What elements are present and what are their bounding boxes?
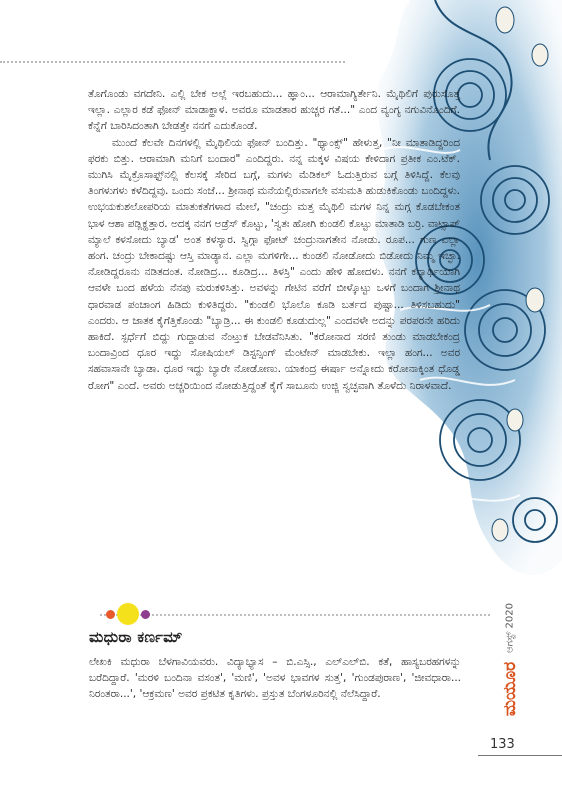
purple-dot-ornament <box>141 610 150 619</box>
author-name: ಮಧುರಾ ಕರ್ಣಮ್ <box>89 628 183 646</box>
page-number: 133 <box>490 737 515 752</box>
article-paragraph: ತೊಗೊಂಡು ವಗದೇನಿ. ಎಲ್ಲಿ ಬೇಕ ಅಲ್ಲೆ ಇರಬಹುದು... ಹ್ಞಾಂ... ಆರಾಮಾಗ್ಯಿರ್ತೇನಿ. ಮೈಥಿಲಿಗೆ ಪುರುಸೊತ್ತ ಇಲ್ಲಾ. ಎಲ್ಲಾರ ಕಡೆ ಫೋನ್ ಮಾಡಾಕ್ಹಾಳ. ಅವರೂ ಮಾಡತಾರ ಹುಚ್ಚರ ಗತೆ..." ಎಂದ ವ್ಯಂಗ್ಯ ನಗುವಿನೊಂದಿಗೆ. ಕೆನ್ನೆಗೆ ಬಾರಿಸಿದಂತಾಗಿ ಬೇಡತ್ತೇ ನನಗೆ ಎದುಕೊಂಡೆ. <box>88 88 460 133</box>
magazine-sidebar <box>498 597 522 717</box>
author-divider <box>100 614 490 616</box>
yellow-dot-ornament <box>117 603 139 625</box>
article-body <box>88 86 460 394</box>
magazine-title: ಮಯೂರ <box>500 661 520 717</box>
top-dotted-divider <box>0 61 345 63</box>
issue-date: ಆಗಸ್ಟ್ 2020 <box>504 603 516 653</box>
article-paragraph: ಮುಂದೆ ಕೆಲವೇ ದಿನಗಳಲ್ಲಿ ಮೈಥಿಲಿಯ ಫೋನ್ ಬಂದಿತ್ತು. "ಥ್ಯಾಂಕ್ಸ್" ಹೇಳುತ್ತ, "ನೀ ಮಾತಾಡಿದ್ದರಿಂದ ಫರಕು ಬಿತ್ತು. ಆರಾಮಾಗಿ ಮನಿಗೆ ಬಂದಾರ" ಎಂದಿದ್ದರು. ನನ್ನ ಮಕ್ಕಳ ವಿಷಯ ಕೇಳಿದಾಗ ಪ್ರತೀಕ ಎಂ.ಟೆಕ್. ಮುಗಿಸಿ ಮೈಕ್ರೊಸಾಫ್ಟ್‌ನಲ್ಲಿ ಕೆಲಸಕ್ಕೆ ಸೇರಿದ ಬಗ್ಗೆ, ಮಗಳು ಮೆಡಿಕಲ್ ಓದುತ್ತಿರುವ ಬಗ್ಗೆ ತಿಳಿಸಿದ್ದೆ. ಕೆಲವು ತಿಂಗಳುಗಳು ಕಳೆದಿದ್ದವು. ಒಂದು ಸಂಜೆ... ಶ್ರೀನಾಥ ಮನೆಯಲ್ಲಿರುವಾಗಲೇ ವಸುಮತಿ ಹುಡುಕಿಕೊಂಡು ಬಂದಿದ್ದಳು. ಉಭಯಕುಶಲೋಪರಿಯ ಮಾತುಕತೆಗಳಾದ ಮೇಲೆ, "ಚಂದ್ರು ಮತ್ತ ಮೈಥಿಲಿ ಮಗಳ ನಿನ್ನ ಮಗ್ಗ ಕೊಡಬೇಕಂತ ಭಾಳ ಆಶಾ ಪಡ್ಲಿಕ್ಹತ್ತಾರ. ಅದಕ್ಕ ನನಗ ಅಡ್ರೆಸ್ ಕೊಟ್ಟು, 'ಸ್ವತಃ ಹೋಗಿ ಕುಂಡಲಿ ಕೊಟ್ಟು ಮಾತಾಡಿ ಬರ್ರಿ. ವಾಟ್ಸಾಪ್ ಮ್ಯಾಲೆ ಕಳಸೋದು ಬ್ಯಾಡ' ಅಂತ ಕಳಸ್ಯಾರ. ಸ್ವಿಗ್ಗಾ ಫೋಟ್ ಚಂದ್ರುನಾಗತೇನ ನೋಡು. ರೂಪ... ಗುಣ ಎಲ್ಲಾ ಹಂಗ. ಚಂದ್ರು ಬೇಕಾದಷ್ಟು ಆಸ್ತಿ ಮಾಡ್ಯಾನ. ಎಲ್ಲಾ ಮಗಳಿಗೇ... ಕುಂಡಲಿ ನೋಡೋದು ಬಿಡೋದು ನಿಮ್ಮ ಇಚ್ಛಾ. ನೋಡಿದ್ದರೂನು ನಡಿತದಂತ. ನೋಡಿದ್ರ... ಕೂಡಿದ್ರ... ತಿಳಸ್ರಿ" ಎಂದು ಹೇಳಿ ಹೋದಳು. ನನಗೆ ಕನ್ಯಾರ್ಥಿಯಾಗಿ ಆವಳೇ ಬಂದ ಹಳೆಯ ನೆನಪು ಮರುಕಳಿಸಿತ್ತು. ಅವಳನ್ನು ಗೇಟಿನ ವರೆಗೆ ಬೀಳ್ಕೊಟ್ಟು ಒಳಗೆ ಬಂದಾಗ ಶ್ರೀನಾಥ ಧಾರವಾಡ ಪಂಚಾಂಗ ಹಿಡಿದು ಕುಳಿತಿದ್ದರು. "ಕುಂಡಲಿ ಭೊಲೊ ಕೂಡಿ ಬರ್ತದ ಪುಷ್ಟಾ... ತಿಳಿಸಬಹುದು" ಎಂದರು. ಆ ಜಾತಕ ಕೈಗೆತ್ತಿಕೊಂಡು "ಬ್ಯಾಡ್ರಿ... ಈ ಕುಂಡಲಿ ಕೂಡುದುಲ್ಲ" ಎಂದವಳೇ ಅದನ್ನು ಪರಪರನೇ ಹರಿದು ಹಾಕಿದೆ. ಸ್ಪರ್ಧೆಗೆ ಬಿದ್ದು ಗುದ್ದಾಡುವ ನೆಂಟ್ತುಕ ಬೇಡವೆನಿಸಿತು. "ಕರೋನಾದ ಸರಣಿ ತುಂಡು ಮಾಡಬೇಕಂದ್ರ ಬಂದಾವ್ರಿಂದ ಧೂರ ಇದ್ದು ಸೋಷಿಯಲ್ ಡಿಸ್ಟನ್ಸಿಂಗ್ ಮೆಂಟೇನ್ ಮಾಡಬೇಕು. ಇಲ್ಲಾ ಹಂಗ... ಅವರ ಸಹವಾಸಾನೇ ಬ್ಯಾಡಾ. ಧೂರ ಇದ್ದು ಬ್ಯಾರೇ ನೋಡೋಣು. ಯಾಕಂದ್ರ ಈರ್ಷಾ ಅನ್ನೋದು ಕರೋನಾಕ್ಕಿಂತ ಧೊಡ್ಡ ರೋಗ" ಎಂದೆ. ಅವರು ಅಚ್ಚರಿಯಿಂದ ನೋಡುತ್ತಿದ್ದಂತೆ ಕೈಗೆ ಸಾಬೂನು ಉಜ್ಜಿ ಸ್ವಚ್ಛವಾಗಿ ತೊಳೆದು ನಿರಾಳವಾದೆ. <box>88 136 460 392</box>
red-dot-ornament <box>106 610 115 619</box>
author-bio: ಲೇಖಕಿ ಮಧುರಾ ಬೆಳಗಾವಿಯವರು. ವಿದ್ಯಾಭ್ಯಾಸ – ಬಿ.ಎಸ್ಸಿ., ಎಲ್‌ಎಲ್‌ಬಿ. ಕತೆ, ಹಾಸ್ಯಬರಹಗಳನ್ನು ಬರೆದಿದ್ದಾರೆ. 'ಮರಳಿ ಬಂದಿನಾ ವಸಂತ', 'ಮಣಿ', 'ಅವಳ ಭಾವಗಳ ಸುತ್ತ', 'ಗುಂಡಪುರಾಣ', 'ಜೀವಧಾರಾ... ನಿರಂತರಾ...', 'ಆಕ್ರಮಣ' ಅವರ ಪ್ರಕಟಿತ ಕೃತಿಗಳು. ಪ್ರಸ್ತುತ ಬೆಂಗಳೂರಿನಲ್ಲಿ ನೆಲೆಸಿದ್ದಾರೆ. <box>89 656 461 700</box>
page-number-rule <box>478 755 562 756</box>
